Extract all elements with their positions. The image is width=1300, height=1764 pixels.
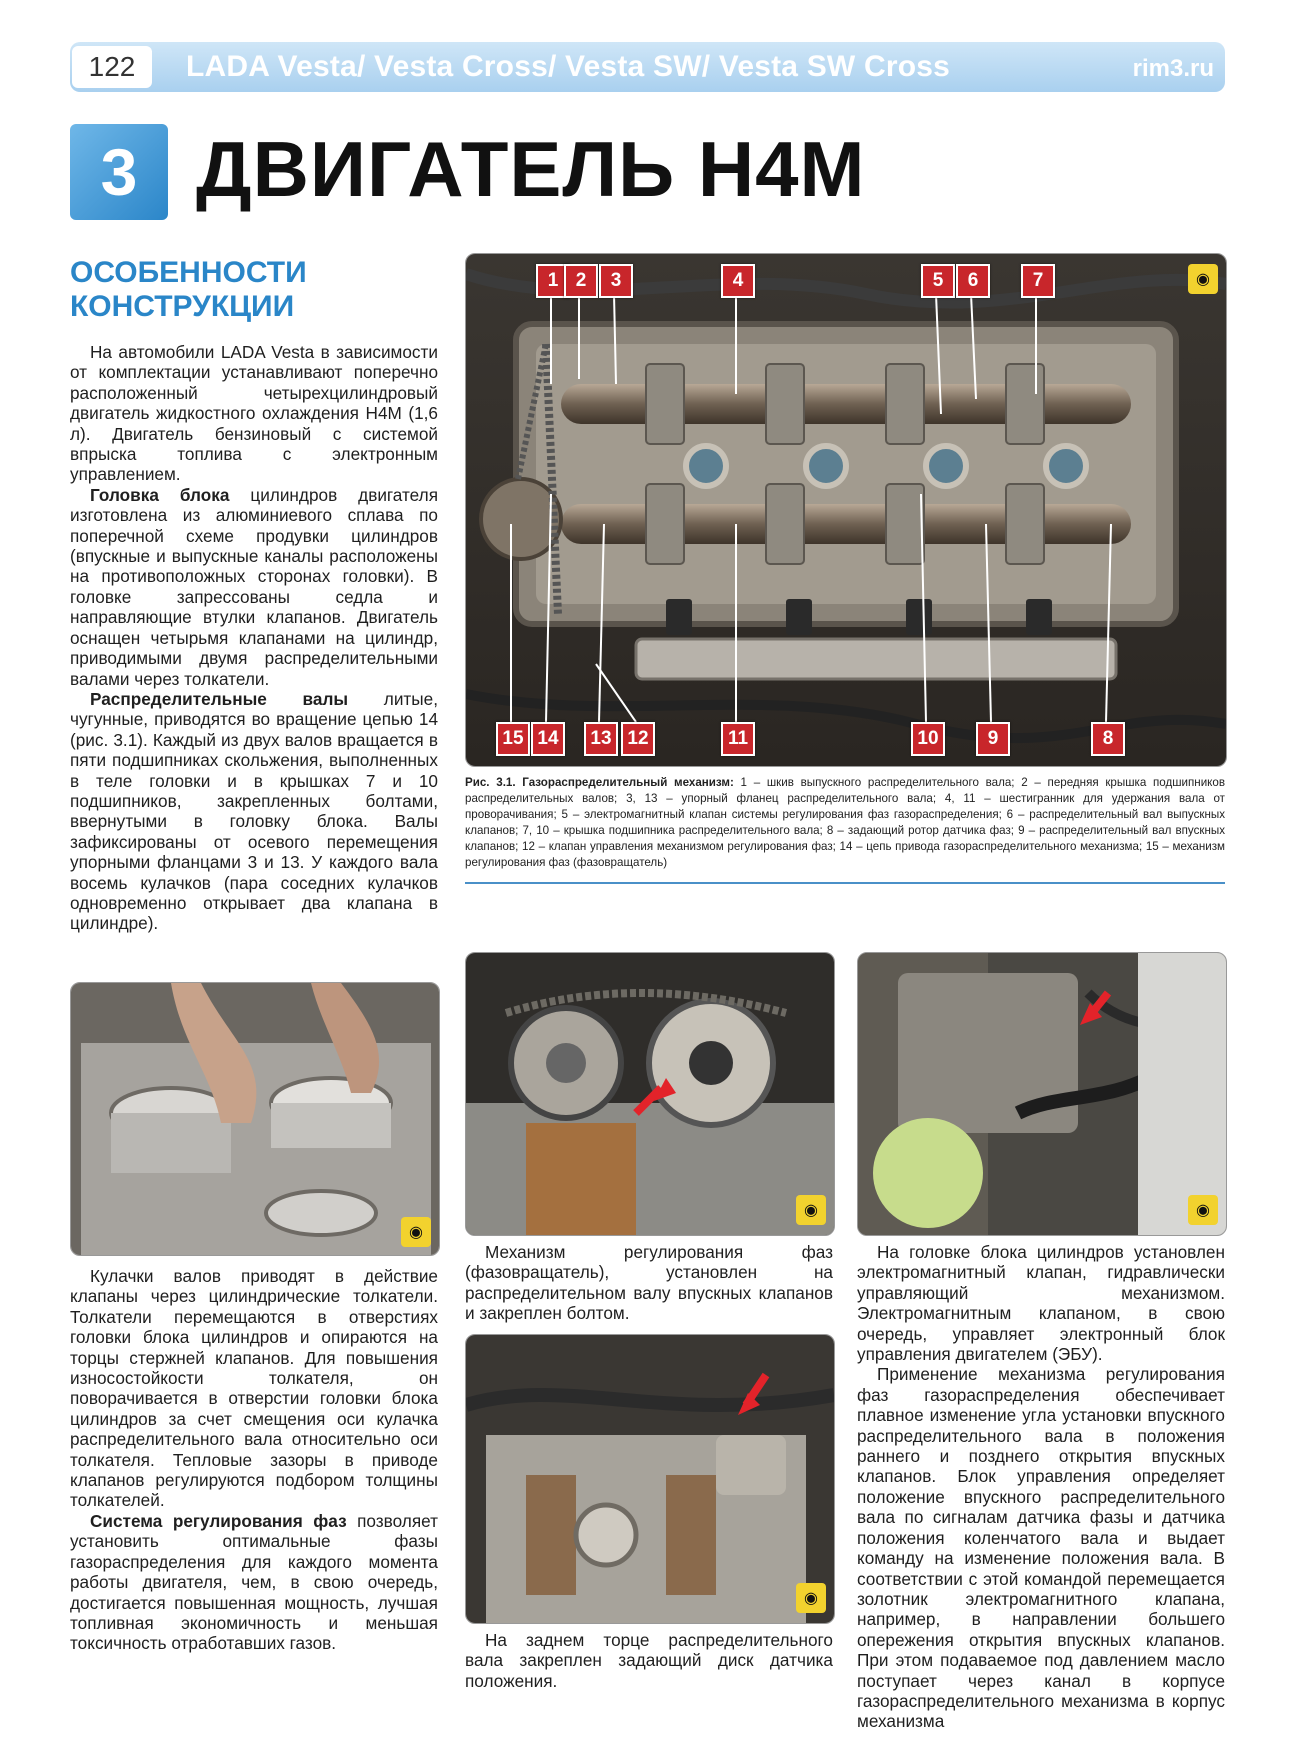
callout-6: 6: [956, 264, 990, 298]
camera-icon: ◉: [401, 1217, 431, 1247]
paragraph: [70, 485, 438, 689]
figure-divider: [465, 882, 1225, 884]
phaser-caption: [465, 1242, 833, 1324]
callout-5: 5: [921, 264, 955, 298]
callout-15: 15: [496, 722, 530, 756]
callout-8: 8: [1091, 722, 1125, 756]
paragraph: На головке блока цилиндров установлен электромагнитный клапан, гидравлически управляющий механизмом. Электромагнитным клапаном, в свою очередь, управляет электронный блок управления двигателем (ЭБУ).: [857, 1242, 1225, 1365]
paragraph: Механизм регулирования фаз (фазовращатель), установлен на распределительном валу впускных клапанов и закреплен болтом.: [465, 1242, 833, 1324]
section-title-line2: КОНСТРУКЦИИ: [70, 290, 295, 323]
callout-14: 14: [531, 722, 565, 756]
photo-tappets: [70, 982, 440, 1256]
callout-4: 4: [721, 264, 755, 298]
photo-phaser: [465, 952, 835, 1236]
phaser-photo-image: [466, 953, 834, 1235]
callout-11: 11: [721, 722, 755, 756]
camera-icon: ◉: [796, 1195, 826, 1225]
bold-term: Система регулирования фаз: [90, 1510, 347, 1531]
chapter-number: 3: [70, 124, 168, 220]
tappets-photo-image: [71, 983, 439, 1255]
tappets-caption: [70, 1266, 438, 1654]
paragraph-rest: цилиндров двигателя изготовлена из алюминиевого сплава по поперечной схеме продувки цилиндров (впускные и выпускные каналы расположены на противоположных сторонах головки). В головке запрессованы седла и направляющие втулки клапанов. Двигатель оснащен четырьмя клапанами на цилиндр, приводимыми двумя распределительными валами через толкатели.: [70, 484, 438, 689]
bold-term: Распределительные валы: [90, 688, 349, 709]
camera-icon: ◉: [1188, 264, 1218, 294]
callout-10: 10: [911, 722, 945, 756]
sensor-disc-photo-image: [466, 1335, 834, 1623]
paragraph: [70, 689, 438, 934]
figure-caption-title: Рис. 3.1. Газораспределительный механизм:: [465, 776, 734, 789]
photo-sensor-disc: [465, 1334, 835, 1624]
sensor-disc-caption: [465, 1630, 833, 1691]
callout-3: 3: [599, 264, 633, 298]
chapter-title: ДВИГАТЕЛЬ Н4М: [196, 125, 866, 213]
section-title: [70, 256, 450, 324]
callout-12: 12: [621, 722, 655, 756]
solenoid-photo-image: [858, 953, 1226, 1235]
figure-caption: [465, 775, 1225, 871]
book-title: LADA Vesta/ Vesta Cross/ Vesta SW/ Vesta SW Cross: [186, 50, 951, 83]
callout-7: 7: [1021, 264, 1055, 298]
callout-2: 2: [564, 264, 598, 298]
paragraph: На заднем торце распределительного вала закреплен задающий диск датчика положения.: [465, 1630, 833, 1691]
callout-9: 9: [976, 722, 1010, 756]
paragraph-rest: литые, чугунные, приводятся во вращение цепью 14 (рис. 3.1). Каждый из двух валов вращается в пяти подшипниках скольжения, выполненных в теле головки и в крышках 7 и 10 подшипников, закрепленных болтами, ввернутыми в головку блока. Валы зафиксированы от осевого перемещения упорными фланцами 3 и 13. У каждого вала восемь кулачков (пара соседних кулачков одновременно открывает два клапана в цилиндре).: [70, 688, 438, 934]
figure-caption-text: 1 – шкив выпускного распределительного вала; 2 – передняя крышка подшипников распределительных валов; 3, 13 – упорный фланец распределительного вала; 4, 11 – шестигранник для удержания вала от проворачивания; 5 – электромагнитный клапан системы регулирования фаз газораспределения; 6 – распределительный вал выпускных клапанов; 7, 10 – крышка подшипника распределительного вала; 8 – задающий ротор датчика фаз; 9 – распределительный вал впускных клапанов; 12 – клапан управления механизмом регулирования фаз; 14 – цепь привода газораспределительного механизма; 15 – механизм регулирования фаз (фазовращатель): [465, 776, 1225, 869]
section-title-line1: ОСОБЕННОСТИ: [70, 256, 307, 289]
paragraph: Кулачки валов приводят в действие клапаны через цилиндрические толкатели. Толкатели перемещаются в отверстиях головки блока цилиндров и опираются на торцы стержней клапанов. Для повышения износостойкости толкателя, он поворачивается в отверстии головки блока цилиндров за счет смещения оси кулачка распределительного вала относительно оси толкателя. Тепловые зазоры в приводе клапанов регулируются подбором толщины толкателей.: [70, 1266, 438, 1511]
paragraph: [70, 1511, 438, 1654]
page-number: 122: [72, 46, 152, 88]
photo-solenoid: [857, 952, 1227, 1236]
camera-icon: ◉: [796, 1583, 826, 1613]
callout-13: 13: [584, 722, 618, 756]
paragraph-rest: позволяет установить оптимальные фазы газораспределения для каждого момента работы двигателя, чем, в свою очередь, достигается повышенная мощность, лучшая топливная экономичность и меньшая токсичность отработавших газов.: [70, 1510, 438, 1654]
callout-1: 1: [536, 264, 570, 298]
solenoid-caption: [857, 1242, 1225, 1732]
paragraph: На автомобили LADA Vesta в зависимости от комплектации устанавливают поперечно расположенный четырехцилиндровый двигатель жидкостного охлаждения H4M (1,6 л). Двигатель бензиновый с системой впрыска топлива с электронным управлением.: [70, 342, 438, 485]
site-name: rim3.ru: [1132, 55, 1214, 82]
bold-term: Головка блока: [90, 484, 230, 505]
engine-photo-image: [466, 254, 1226, 766]
camera-icon: ◉: [1188, 1195, 1218, 1225]
paragraph: Применение механизма регулирования фаз газораспределения обеспечивает плавное изменение угла установки впускного распределительного вала в положения раннего и позднего открытия впускных клапанов. Блок управления определяет положение впускного распределительного вала по сигналам датчика фазы и датчика положения коленчатого вала и выдает команду на изменение положения вала. В соответствии с этой командой перемещается золотник электромагнитного клапана, например, в направлении большего опережения открытия впускных клапанов. При этом подаваемое под давлением масло поступает через канал в корпусе газораспределительного механизма в корпус механизма: [857, 1364, 1225, 1732]
figure-engine-photo: [465, 253, 1227, 767]
left-column-text: [70, 342, 438, 934]
